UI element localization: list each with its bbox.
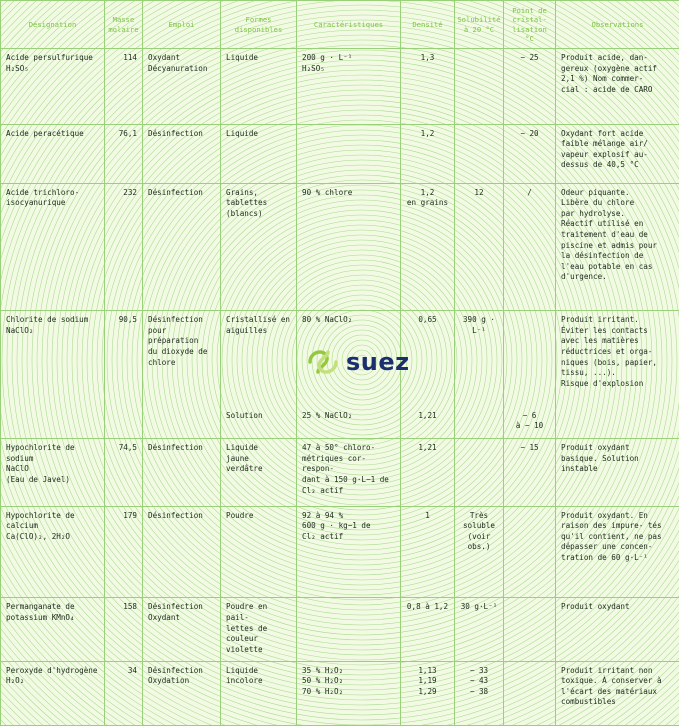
table-row bbox=[1, 598, 679, 661]
cell-use: Désinfection bbox=[143, 439, 221, 506]
header-observations: Observations bbox=[556, 1, 679, 49]
cell-density: 1,2 en grains bbox=[401, 183, 455, 311]
table-row bbox=[1, 439, 679, 506]
cell-density: 1,21 bbox=[401, 439, 455, 506]
cell-designation: Peroxyde d'hydrogène H₂O₂ bbox=[1, 661, 105, 725]
cell-solubility: 30 g·L⁻¹ bbox=[455, 598, 504, 661]
header-solubility: Solubilité à 20 °C bbox=[455, 1, 504, 49]
cell-crystallization-point: − 15 bbox=[504, 439, 556, 506]
cell-density: 1,13 1,19 1,29 bbox=[401, 661, 455, 725]
header-characteristics: Caractéristiques bbox=[297, 1, 401, 49]
table-row bbox=[1, 506, 679, 598]
cell-observations: Produit oxydant bbox=[556, 598, 679, 661]
table-row bbox=[1, 661, 679, 725]
cell-molar-mass: 114 bbox=[105, 49, 143, 125]
header-molar-mass: Masse molaire bbox=[105, 1, 143, 49]
cell-density: 0,8 à 1,2 bbox=[401, 598, 455, 661]
cell-solubility bbox=[455, 439, 504, 506]
cell-use: Oxydant Décyanuration bbox=[143, 49, 221, 125]
cell-designation: Acide trichloro- isocyanurique bbox=[1, 183, 105, 311]
cell-crystallization-point bbox=[504, 598, 556, 661]
cell-molar-mass: 34 bbox=[105, 661, 143, 725]
cell-crystallization-point: / bbox=[504, 183, 556, 311]
cell-use: Désinfection bbox=[143, 124, 221, 183]
cell-solubility bbox=[455, 124, 504, 183]
header-density: Densité bbox=[401, 1, 455, 49]
cell-crystallization-point: − 6 à − 10 bbox=[504, 311, 556, 439]
suez-logo-text: suez bbox=[346, 348, 410, 376]
cell-characteristics: 92 à 94 % 600 g · kg−1 de Cl₂ actif bbox=[297, 506, 401, 598]
cell-solubility: Très soluble (voir obs.) bbox=[455, 506, 504, 598]
cell-solubility: 12 bbox=[455, 183, 504, 311]
cell-use: Désinfection bbox=[143, 506, 221, 598]
cell-designation: Hypochlorite de sodium NaClO (Eau de Javel) bbox=[1, 439, 105, 506]
cell-molar-mass: 179 bbox=[105, 506, 143, 598]
cell-density: 1,3 bbox=[401, 49, 455, 125]
cell-observations: Produit irritant non toxique. À conserver à l'écart des matériaux combustibles bbox=[556, 661, 679, 725]
cell-characteristics bbox=[297, 124, 401, 183]
cell-characteristics: 80 % NaClO₂ 25 % NaClO₂ bbox=[297, 311, 401, 439]
cell-characteristics: 200 g · L⁻¹ H₂SO₅ bbox=[297, 49, 401, 125]
cell-crystallization-point: − 20 bbox=[504, 124, 556, 183]
cell-use: Désinfection Oxydation bbox=[143, 661, 221, 725]
cell-forms: Poudre bbox=[221, 506, 297, 598]
cell-characteristics bbox=[297, 598, 401, 661]
cell-molar-mass: 74,5 bbox=[105, 439, 143, 506]
cell-designation: Acide peracétique bbox=[1, 124, 105, 183]
cell-solubility: 390 g · L⁻¹ bbox=[455, 311, 504, 439]
cell-observations: Oxydant fort acide faible mélange air/ vapeur explosif au- dessus de 40,5 °C bbox=[556, 124, 679, 183]
header-designation: Désignation bbox=[1, 1, 105, 49]
cell-observations: Produit oxydant basique. Solution instable bbox=[556, 439, 679, 506]
cell-characteristics: 35 % H₂O₂ 50 % H₂O₂ 70 % H₂O₂ bbox=[297, 661, 401, 725]
cell-density: 1 bbox=[401, 506, 455, 598]
cell-use: Désinfection Oxydant bbox=[143, 598, 221, 661]
cell-crystallization-point bbox=[504, 661, 556, 725]
cell-forms: Cristallisé en aiguilles Solution bbox=[221, 311, 297, 439]
cell-crystallization-point bbox=[504, 506, 556, 598]
cell-designation: Chlorite de sodium NaClO₂ bbox=[1, 311, 105, 439]
header-available-forms: Formes disponibles bbox=[221, 1, 297, 49]
cell-molar-mass: 90,5 bbox=[105, 311, 143, 439]
cell-crystallization-point: − 25 bbox=[504, 49, 556, 125]
cell-density: 0,65 1,21 bbox=[401, 311, 455, 439]
cell-characteristics: 90 % chlore bbox=[297, 183, 401, 311]
cell-molar-mass: 76,1 bbox=[105, 124, 143, 183]
cell-observations: Produit irritant. Éviter les contacts avec les matières réductrices et orga- niques (bois, papier, tissu, ...). Risque d'explosion bbox=[556, 311, 679, 439]
header-crystallization-point: Point de cristal-lisation °C bbox=[504, 1, 556, 49]
cell-solubility bbox=[455, 49, 504, 125]
cell-observations: Produit oxydant. En raison des impure- tés qu'il contient, ne pas dépasser une concen- tration de 60 g·L⁻¹ bbox=[556, 506, 679, 598]
cell-observations: Produit acide, dan- gereux (oxygène actif 2,1 %) Nom commer- cial : acide de CARO bbox=[556, 49, 679, 125]
table-row bbox=[1, 124, 679, 183]
suez-watermark bbox=[304, 345, 428, 379]
cell-forms: Poudre en pail- lettes de couleur violette bbox=[221, 598, 297, 661]
cell-forms: Liquide bbox=[221, 49, 297, 125]
suez-swirl-logo-icon bbox=[304, 345, 342, 379]
cell-designation: Permanganate de potassium KMnO₄ bbox=[1, 598, 105, 661]
cell-forms: Grains, tablettes (blancs) bbox=[221, 183, 297, 311]
header-row bbox=[1, 1, 679, 49]
table-row bbox=[1, 49, 679, 125]
cell-forms: Liquide bbox=[221, 124, 297, 183]
cell-designation: Acide persulfurique H₂SO₅ bbox=[1, 49, 105, 125]
cell-use: Désinfection bbox=[143, 183, 221, 311]
cell-designation: Hypochlorite de calcium Ca(ClO)₂, 2H₂O bbox=[1, 506, 105, 598]
cell-density: 1,2 bbox=[401, 124, 455, 183]
cell-observations: Odeur piquante. Libère du chlore par hydrolyse. Réactif utilisé en traitement d'eau de piscine et admis pour la désinfection de l'eau potable en cas d'urgence. bbox=[556, 183, 679, 311]
cell-forms: Liquide incolore bbox=[221, 661, 297, 725]
cell-molar-mass: 158 bbox=[105, 598, 143, 661]
table-row bbox=[1, 183, 679, 311]
header-use: Emploi bbox=[143, 1, 221, 49]
cell-molar-mass: 232 bbox=[105, 183, 143, 311]
cell-solubility: − 33 − 43 − 38 bbox=[455, 661, 504, 725]
cell-use: Désinfection pour préparation du dioxyde de chlore bbox=[143, 311, 221, 439]
cell-forms: Liquide jaune verdâtre bbox=[221, 439, 297, 506]
cell-characteristics: 47 à 50° chloro- métriques cor- respon- dant à 150 g·L−1 de Cl₂ actif bbox=[297, 439, 401, 506]
